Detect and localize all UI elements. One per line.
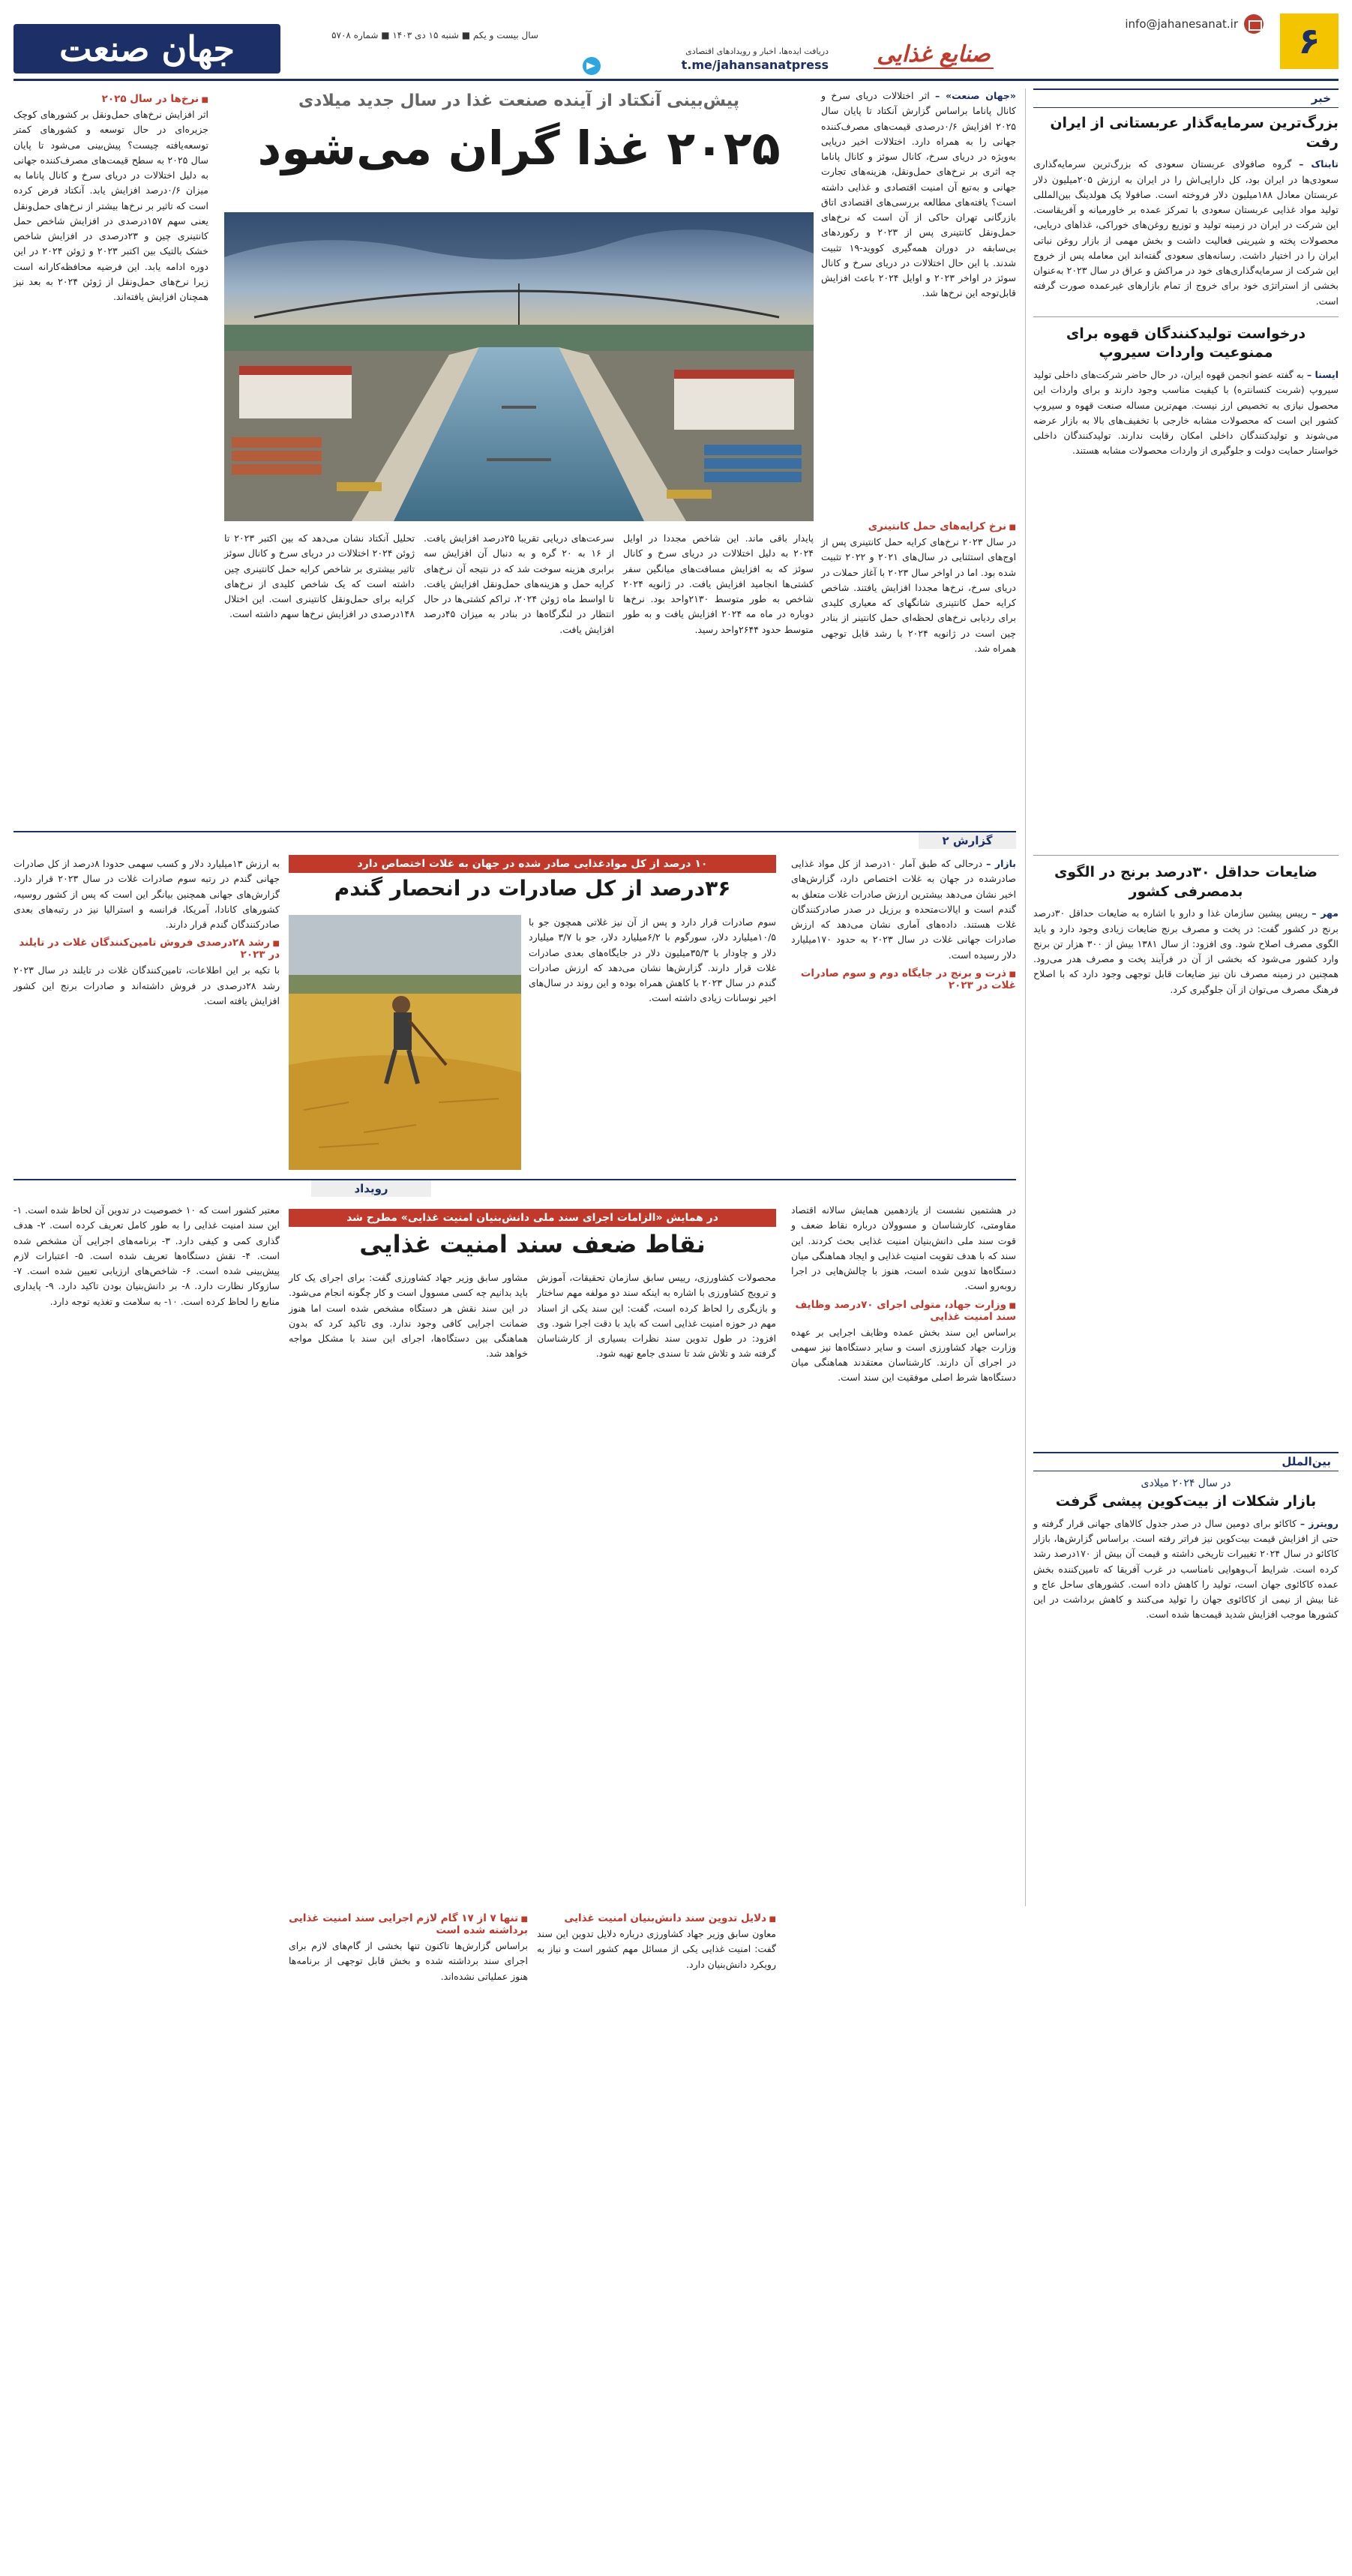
page-number: ۶	[1280, 13, 1339, 69]
news-story-rice	[1033, 863, 1339, 1446]
masthead	[13, 13, 1339, 81]
story-dateline: تابناک –	[1299, 158, 1339, 170]
email-contact[interactable]	[1046, 13, 1264, 34]
telegram-icon	[583, 57, 601, 75]
report-right-column	[791, 856, 1016, 1171]
report-left-column	[13, 856, 280, 1171]
event-headline: نقاط ضعف سند امنیت غذایی	[359, 1230, 706, 1258]
section-label-intl: بین‌الملل	[1033, 1452, 1339, 1471]
report-column-text: با تکیه بر این اطلاعات، تامین‌کنندگان غلات در تایلند در سال ۲۰۲۳ رشد ۲۸درصدی در فروش داشته‌اند و صادرات برنج این کشور افزایش یافته است.	[13, 964, 280, 1006]
feature-lead	[821, 88, 1016, 301]
report-middle-column	[529, 915, 776, 1170]
section-label-event: رویداد	[311, 1180, 431, 1197]
feature-column: سرعت‌های دریایی تقریبا ۲۵درصد افزایش یافت. از ۱۶ به ۲۰ گره و به دنبال آن افزایش سه برابری هزینه سوخت شد که در نتیجه آن نرخ‌های کرایه حمل و هزینه‌های حمل‌ونقل افزایش یافت. تا اواسط ماه ژوئن ۲۰۲۴، تراکم کشتی‌ها در حال انتظار در لنگرگاه‌ها در بنادر به میزان ۴۵درصد افزایش یافت.	[424, 532, 614, 635]
event-column-text: براساس گزارش‌ها تاکنون تنها بخشی از گام‌های لازم برای اجرای سند برداشته شده و بخش قابل توجهی از برنامه‌ها هنوز عملیاتی نشده‌اند.	[289, 1940, 528, 1982]
story-dateline: ایسنا –	[1306, 369, 1339, 381]
divider	[1033, 316, 1339, 317]
story-headline: بازار شکلات از بیت‌کوین پیشی گرفت	[1055, 1493, 1317, 1510]
feature-lower-right-column	[821, 516, 1016, 827]
section-name: صنایع غذایی	[851, 36, 1016, 73]
feature-lead-text: اثر اختلالات دریای سرخ و کانال پاناما براساس گزارش آنکتاد تا پایان سال ۲۰۲۵ افزایش ۰/۶درصدی قیمت‌های مصرف‌کننده جهانی را به همراه دارد. اختلالات اخیر دریایی به‌ویژه در دریای سرخ، کانال سوئز و کانال پاناما چه اثری بر نرخ‌های حمل‌ونقل، هزینه‌های تجارت جهانی و به‌تبع آن امنیت اقتصادی و غذایی داشته است؟ یافته‌های مطالعه بررسی‌های اقتصادی اتاق بازرگانی تهران حاکی از آن است که نرخ‌های حمل‌ونقل کانتینری پس از ۲۰۲۳ و رکوردهای بی‌سابقه در دوران همه‌گیری کووید-۱۹ تثبیت شدند. با این حال اختلالات در دریای سرخ و کانال سوئز در اواخر ۲۰۲۳ و اوایل ۲۰۲۴ باعث افزایش قابل‌توجه این نرخ‌ها شد.	[821, 90, 1016, 299]
feature-column: تحلیل آنکتاد نشان می‌دهد که بین اکتبر ۲۰۲۳ تا ژوئن ۲۰۲۴ اختلالات در دریای سرخ و کانال سوئز تاثیر بیشتری بر شاخص کرایه حمل کانتینری چین داشته است که یک شاخص کلیدی از نرخ‌های کرایه برای حمل‌ونقل کانتینری است. این اختلال ۱۴۸درصدی در افزایش نرخ‌ها سهم داشته است.	[224, 532, 415, 620]
story-body	[1033, 906, 1339, 1446]
feature-bottom-columns	[224, 531, 814, 827]
feature-column: پایدار باقی ماند. این شاخص مجددا در اوایل ۲۰۲۴ به دلیل اختلالات در دریای سرخ و کانال سوئز که به افزایش مسافت‌های میانگین سفر کشتی‌ها انجامید افزایش یافت. در ژانویه ۲۰۲۴ شاخص به طور متوسط ۲۱۳۰واحد بود. نرخ‌ها دوباره در ماه مه ۲۰۲۴ افزایش یافت و به طور متوسط حدود ۲۶۴۴واحد رسید.	[623, 532, 814, 635]
wheat-harvest-photo	[289, 915, 521, 1170]
event-column-text: در هشتمین نشست از یازدهمین همایش سالانه اقتصاد مقاومتی، کارشناسان و مسوولان درباره نقاط ضعف و قوت سند ملی دانش‌بنیان امنیت غذایی بحث کردند. این سند که با هدف تقویت امنیت غذایی و ایجاد هماهنگی میان دستگاه‌ها تدوین شده است، هنوز با چالش‌هایی در اجرا روبه‌رو است.	[791, 1204, 1016, 1292]
event-section	[13, 1179, 1016, 1982]
story-kicker: در سال ۲۰۲۴ میلادی	[1141, 1477, 1231, 1490]
event-column	[289, 1270, 528, 1982]
telegram-block[interactable]	[604, 46, 829, 81]
report-column-text: سوم صادرات قرار دارد و پس از آن نیز غلاتی همچون جو با ۱۰/۵میلیارد دلار، سورگوم با ۶/۲میلیارد دلار، جو با ۳/۷ میلیارد دلار و چاودار با ۳۵/۳میلیون دلار در جایگاه‌های بعدی صادرات غلات قرار دارند. گزارش‌ها نشان می‌دهد که ارزش صادرات گندم در سال ۲۰۲۳ با کاهش همراه بوده و این روند در سال‌های اخیر نوسانات زیادی داشته است.	[529, 916, 777, 1004]
story-text: به گفته عضو انجمن قهوه ایران، در حال حاضر شرکت‌های داخلی تولید سیروپ (شربت کنسانتره) با کیفیت مناسب وجود دارند و برای واردات این محصول نیازی به تخصیص ارز نیست. مهم‌ترین مساله صنعت قهوه و سیروپ کشور این است که محصولات مشابه خارجی با تخفیف‌های بالا به بازار عرضه می‌شوند و تولیدکنندگان داخلی امکان رقابت ندارند. تولیدکنندگان داخلی خواستار حمایت دولت و جلوگیری از واردات محصولات مشابه هستند.	[1033, 369, 1339, 457]
event-column-text: معتبر کشور است که ۱۰ خصوصیت در تدوین آن لحاظ شده است. ۱- این سند امنیت غذایی را به طور کامل تعریف کرده است. ۲- هدف گذاری کمی و کیفی دارد. ۳- برنامه‌های اجرایی آن مشخص شده است. ۴- نقش دستگاه‌ها تعریف شده است. ۵- اعتبارات لازم پیش‌بینی شده است. ۶- شاخص‌های ارزیابی تعیین شده است. ۷- سازوکار نظارت دارد. ۸- بر دانش‌بنیان بودن تاکید دارد. ۹- پایداری منابع را لحاظ کرده است. ۱۰- به سلامت و تغذیه توجه دارد.	[13, 1204, 280, 1307]
canal-lock-image	[224, 212, 814, 521]
feature-lead-column	[821, 88, 1016, 508]
story-text: رییس پیشین سازمان غذا و دارو با اشاره به ضایعات حداقل ۳۰درصد برنج در کشور گفت: در پخت و مصرف برنج ضایعات زیادی وجود دارد و باید الگوی مصرف اصلاح شود. وی افزود: از سال ۱۳۸۱ بیش از ۳۰۰ هزار تن برنج وارد کشور می‌شود که بخشی از آن در فرآیند پخت و مصرف هدر می‌رود. همچنین در زمینه مصرف نان نیز ضایعات قابل توجهی وجود دارد که با اصلاح فرهنگ مصرف می‌توان از آن جلوگیری کرد.	[1033, 907, 1339, 995]
event-left-column	[13, 1203, 280, 1908]
email-text[interactable]: info@jahanesanat.ir	[1125, 17, 1238, 31]
feature-subheading: ■ نرخ‌ها در سال ۲۰۲۵	[13, 93, 208, 105]
news-story-cocoa	[1033, 1477, 1339, 1622]
report-kicker: ۱۰ درصد از کل موادغذایی صادر شده در جهان به غلات اختصاص دارد	[289, 855, 776, 873]
story-headline: درخواست تولیدکنندگان قهوه برای ممنوعیت واردات سیروپ	[1066, 325, 1306, 361]
telegram-link[interactable]: t.me/jahansanatpress	[681, 58, 829, 72]
email-icon	[1244, 14, 1264, 34]
story-headline: بزرگ‌ترین سرمایه‌گذار عربستانی از ایران رفت	[1050, 115, 1339, 151]
port-canal-photo	[224, 212, 814, 521]
feature-column: اثر افزایش نرخ‌های حمل‌ونقل بر کشورهای کوچک جزیره‌ای در حال توسعه و کشورهای کمتر توسعه‌یافته چیست؟ پیش‌بینی می‌شود تا پایان سال ۲۰۲۵ به سطح قیمت‌های مصرف‌کننده جهانی به دلیل اختلالات در دریای سرخ و کانال پاناما به میزان ۰/۶درصد افزایش یابد. آنکتاد فرض کرده است که تاثیر بر نرخ‌ها بیشتر از نرخ‌های حمل‌ونقل یعنی سهم ۱۵۷درصدی در افزایش شاخص حمل کانتینری چین و ۲۳درصدی در افزایش شاخص خشک بالتیک بین اکتبر ۲۰۲۳ و ژوئن ۲۰۲۴ در این دوره ادامه یابد. این فرضیه محافظه‌کارانه است زیرا نرخ‌های حمل‌ونقل از ژوئن ۲۰۲۴ به بعد نیز همچنان افزایش یافته‌اند.	[13, 109, 209, 302]
divider	[1033, 855, 1339, 856]
story-body	[1033, 157, 1339, 309]
story-body	[1033, 367, 1339, 847]
report-subheading: ■ ذرت و برنج در جایگاه دوم و سوم صادرات غلات در ۲۰۲۳	[791, 967, 1016, 991]
feature-subheading: ■ نرخ کرایه‌های حمل کانتینری	[821, 520, 1016, 532]
event-middle-columns	[289, 1270, 776, 1982]
event-column-text: براساس این سند بخش عمده وظایف اجرایی بر عهده وزارت جهاد کشاورزی است و سایر دستگاه‌ها نیز سهمی در اجرای آن دارند. کارشناسان معتقدند هماهنگی میان دستگاه‌ها شرط اصلی موفقیت این سند است.	[791, 1326, 1016, 1384]
report-lead-text: درحالی که طبق آمار ۱۰درصد از کل مواد غذایی صادرشده در جهان به غلات اختصاص دارد، گزارش‌های اخیر نشان می‌دهد بیشترین ارزش صادرات غلات متعلق به گندم است و ایالات‌متحده و برزیل در صدر صادرکنندگان غلات هستند. داده‌های آماری نشان می‌دهد که ارزش صادرات جهانی غلات در سال ۲۰۲۳ به حدود ۱۷۰میلیارد دلار رسیده است.	[791, 858, 1016, 961]
news-story-syrup	[1033, 325, 1339, 847]
event-column-text: محصولات کشاورزی، رییس سابق سازمان تحقیقات، آموزش و ترویج کشاورزی با اشاره به اینکه سند دو مولفه مهم ساختار و بازیگری را لحاظ کرده است، گفت: این سند یکی از اسناد مهم در حوزه امنیت غذایی است که باید با دقت اجرا شود. وی افزود: در طول تدوین سند نظرات بسیاری از کارشناسان گرفته شد و تلاش شد تا سندی جامع تهیه شود.	[537, 1272, 776, 1360]
event-right-column	[791, 1203, 1016, 1908]
main-feature	[13, 88, 1016, 827]
feature-column: در سال ۲۰۲۳ نرخ‌های کرایه حمل کانتینری پس از اوج‌های استثنایی در سال‌های ۲۰۲۱ و ۲۰۲۲ تثبیت شده بود. اما در اواخر سال ۲۰۲۳ با آغاز حملات در دریای سرخ، نرخ‌ها مجددا افزایش یافتند. شاخص کرایه حمل کانتینری شانگهای که معیاری کلیدی برای ردیابی نرخ‌های لحظه‌ای حمل کانتینر از بنادر چین است در ژانویه ۲۰۲۴ با رشد قابل توجهی همراه شد.	[821, 536, 1017, 654]
newspaper-logo: جهان صنعت	[13, 24, 280, 73]
report-headline: ۳۶درصد از کل صادرات در انحصار گندم	[334, 876, 731, 901]
event-column-text: مشاور سابق وزیر جهاد کشاورزی گفت: برای اجرای یک کار باید بدانیم چه کسی مسوول است و کار چگونه انجام می‌شود. در این سند نقش هر دستگاه مشخص شده است اما هنوز ضمانت اجرایی کافی وجود ندارد. وی تاکید کرد که بدون هماهنگی بین دستگاه‌ها، اجرای این سند با مشکل مواجه خواهد شد.	[289, 1272, 528, 1360]
telegram-note: دریافت ایده‌ها، اخبار و رویدادهای اقتصادی	[685, 46, 829, 56]
event-subheading: ■ تنها ۷ از ۱۷ گام لازم اجرایی سند امنیت غذایی برداشته شده است	[289, 1912, 528, 1936]
wheat-image	[289, 915, 521, 1170]
event-kicker: در همایش «الزامات اجرای سند ملی دانش‌بنیان امنیت غذایی» مطرح شد	[289, 1209, 776, 1227]
section-label-report: گزارش ۲	[919, 832, 1016, 849]
report-subheading: ■ رشد ۲۸درصدی فروش تامین‌کنندگان غلات در تایلند در ۲۰۲۳	[13, 937, 280, 961]
report-dateline: بازار –	[986, 858, 1016, 869]
event-column	[537, 1270, 776, 1970]
report-column-text: به ارزش ۱۳میلیارد دلار و کسب سهمی حدودا ۸درصد از کل صادرات جهانی گندم در رتبه سوم صادرات غلات در سال ۲۰۲۳ قرار دارد. گزارش‌های جهانی همچنین بیانگر این است که پس از کشور روسیه، کشورهای کانادا، آمریکا، فرانسه و استرالیا نیز در رتبه‌های بعدی صادرکنندگان گندم قرار دارند.	[13, 858, 280, 930]
event-column-text: معاون سابق وزیر جهاد کشاورزی درباره دلایل تدوین این سند گفت: امنیت غذایی یکی از مسائل مهم کشور است و نیاز به رویکرد دانش‌بنیان دارد.	[537, 1928, 776, 1970]
story-dateline: رویترز –	[1300, 1517, 1339, 1529]
section-label-news: خبر	[1033, 88, 1339, 108]
story-dateline: مهر –	[1312, 907, 1339, 919]
issue-info: سال بیست و یکم ■ شنبه ۱۵ دی ۱۴۰۳ ■ شماره ۵۷۰۸	[331, 30, 538, 40]
feature-left-column	[13, 88, 208, 827]
feature-dateline: «جهان صنعت» –	[935, 90, 1016, 101]
story-body	[1033, 1516, 1339, 1623]
news-story-saudi	[1033, 114, 1339, 309]
event-subheading: ■ وزارت جهاد، متولی اجرای ۷۰درصد وظایف سند امنیت غذایی	[791, 1299, 1016, 1323]
feature-kicker: پیش‌بینی آنکتاد از آینده صنعت غذا در سال جدید میلادی	[298, 91, 740, 110]
story-headline: ضایعات حداقل ۳۰درصد برنج در الگوی بدمصرفی کشور	[1054, 864, 1318, 900]
story-text: کاکائو برای دومین سال در صدر جدول کالاهای جهانی قرار گرفته و حتی از افزایش قیمت بیت‌کوین نیز فراتر رفته است. براساس گزارش‌ها، بازار کاکائو در سال ۲۰۲۴ تغییرات تاریخی داشته و قیمت آن بیش از ۱۷۰درصد رشد کرده است. شرایط آب‌وهوایی نامناسب در غرب آفریقا که تامین‌کننده بخش عمده کاکائوی جهان است، تولید را کاهش داده است. کشورهای ساحل عاج و غنا بیش از نیمی از کاکائوی جهان را تولید می‌کنند و کاهش برداشت در این کشورها موجب افزایش شدید قیمت‌ها شده است.	[1033, 1517, 1339, 1621]
event-subheading: ■ دلایل تدوین سند دانش‌بنیان امنیت غذایی	[537, 1912, 776, 1924]
news-column	[1025, 88, 1339, 1906]
feature-headline: ۲۰۲۵ غذا گران می‌شود	[257, 121, 781, 175]
report-lead	[791, 856, 1016, 963]
report-section	[13, 831, 1016, 1174]
story-text: گروه صافولای عربستان سعودی که بزرگ‌ترین سرمایه‌گذاری سعودی‌ها در ایران بود، کل دارایی‌اش را در ایران به ارزش ۲۰۵میلیون دلار عربستان معادل ۱۸۸میلیون دلار فروخته است. صافولا یک هولدینگ بین‌المللی تولید مواد غذایی عربستان سعودی با تمرکز عمده بر خاورمیانه و آفریقاست. این شرکت در ایران در زمینه تولید و توزیع روغن‌های خوراکی، غذاهای دریایی، محصولات پخته و شیرینی فعالیت داشت و بخش مهمی از بازار روغن نباتی ایران را در اختیار داشت. رسانه‌های سعودی گفته‌اند این معامله پس از خروج این شرکت از سرمایه‌گذاری‌های خود در مراکش و عراق در سال ۲۰۲۳ به‌عنوان بخشی از استراتژی خود برای خروج از تمام بازارهای غیرعمده صورت گرفته است.	[1033, 158, 1339, 307]
